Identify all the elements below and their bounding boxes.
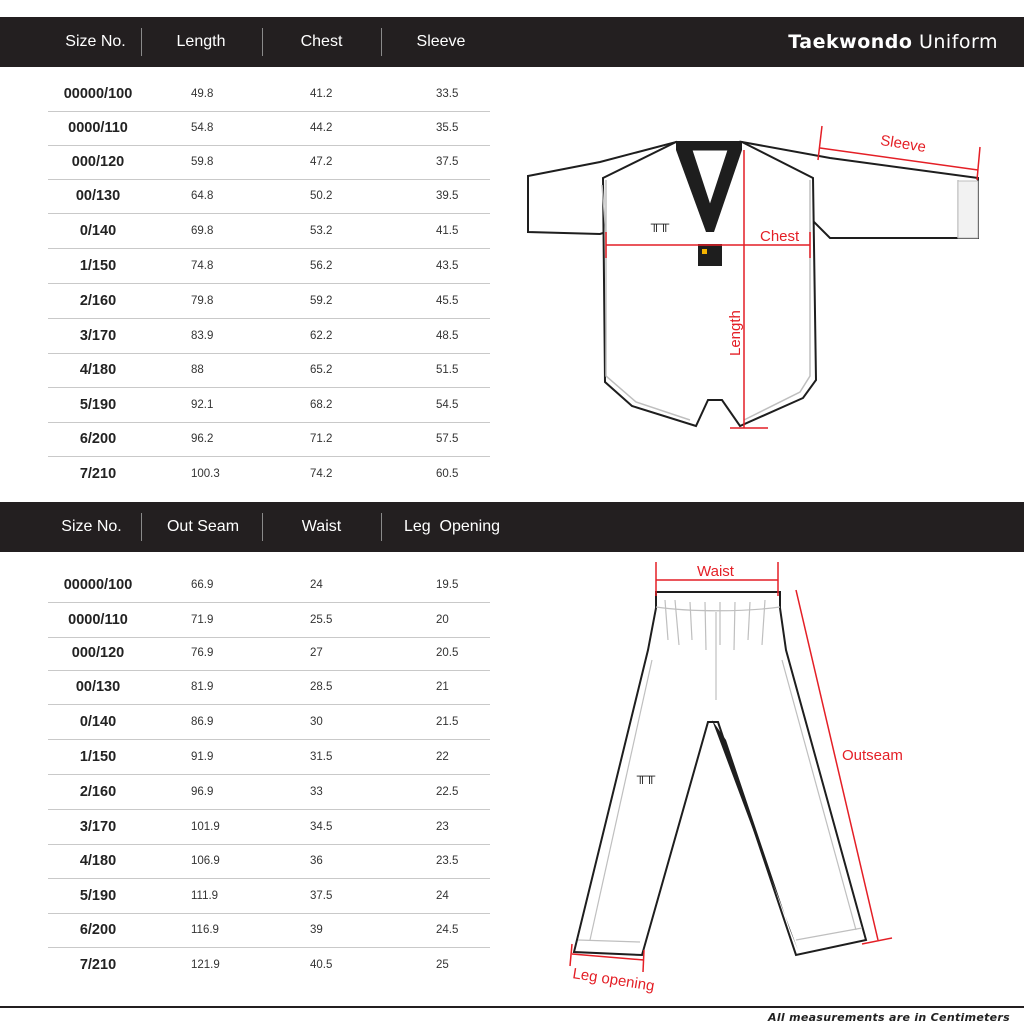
waist-cell: 37.5 (310, 890, 333, 902)
header-leg-opening: Leg Opening (403, 518, 501, 535)
size-cell: 00/130 (75, 188, 121, 204)
out-seam-cell: 81.9 (191, 681, 214, 693)
length-cell: 100.3 (191, 468, 220, 480)
leg-opening-cell: 20.5 (436, 647, 459, 659)
table-row (48, 636, 490, 671)
table-row (48, 77, 490, 112)
chest-cell: 59.2 (310, 295, 333, 307)
header-size-no: Size No. (61, 518, 122, 535)
header-divider (381, 513, 382, 541)
waist-cell: 27 (310, 647, 323, 659)
jacket-logo-icon: ╥╥ (650, 216, 670, 231)
leg-opening-cell: 23 (436, 821, 449, 833)
top-header-bar (0, 17, 1024, 67)
length-cell: 92.1 (191, 399, 214, 411)
header-divider (381, 28, 382, 56)
size-cell: 2/160 (79, 293, 117, 309)
waist-cell: 33 (310, 786, 323, 798)
size-cell: 00/130 (75, 679, 121, 695)
brand-title-normal: Uniform (918, 31, 998, 53)
chest-cell: 44.2 (310, 122, 333, 134)
header-divider (262, 513, 263, 541)
sleeve-cell: 43.5 (436, 260, 459, 272)
leg-opening-cell: 22.5 (436, 786, 459, 798)
pants-body (574, 592, 866, 955)
length-cell: 83.9 (191, 330, 214, 342)
sleeve-cell: 51.5 (436, 364, 459, 376)
leg-opening-label: Leg opening (571, 965, 656, 995)
table-row (48, 568, 490, 603)
chest-label: Chest (760, 228, 800, 245)
table-row (48, 319, 490, 354)
waist-cell: 25.5 (310, 614, 333, 626)
leg-opening-cell: 21 (436, 681, 449, 693)
size-cell: 1/150 (79, 749, 117, 765)
size-cell: 000/120 (71, 645, 125, 661)
size-cell: 0/140 (79, 223, 117, 239)
brand-title-bold: Taekwondo (788, 31, 913, 53)
size-cell: 6/200 (79, 922, 117, 938)
size-cell: 0/140 (79, 714, 117, 730)
leg-opening-cell: 24.5 (436, 924, 459, 936)
waist-cell: 36 (310, 855, 323, 867)
out-seam-cell: 86.9 (191, 716, 214, 728)
size-cell: 7/210 (79, 957, 117, 973)
size-cell: 4/180 (79, 362, 117, 378)
out-seam-cell: 91.9 (191, 751, 214, 763)
sleeve-cell: 41.5 (436, 225, 459, 237)
out-seam-cell: 111.9 (191, 890, 219, 902)
sleeve-label: Sleeve (879, 131, 928, 156)
length-label: Length (727, 310, 744, 356)
collar-brand-icon: ᴵᴵ (708, 155, 712, 164)
sleeve-cell: 37.5 (436, 156, 459, 168)
size-cell: 3/170 (79, 328, 117, 344)
leg-opening-cell: 24 (436, 890, 449, 902)
out-seam-cell: 96.9 (191, 786, 214, 798)
table-row (48, 214, 490, 249)
footer-divider (0, 1006, 1024, 1008)
leg-opening-cell: 25 (436, 959, 449, 971)
sleeve-cell: 54.5 (436, 399, 459, 411)
length-cell: 54.8 (191, 122, 214, 134)
waist-cell: 40.5 (310, 959, 333, 971)
header-sleeve: Sleeve (416, 33, 466, 50)
waist-label: Waist (697, 563, 734, 580)
table-row (48, 913, 490, 948)
size-cell: 3/170 (79, 819, 117, 835)
sleeve-cell: 45.5 (436, 295, 459, 307)
table-row (48, 810, 490, 845)
chest-cell: 62.2 (310, 330, 333, 342)
chest-cell: 50.2 (310, 190, 333, 202)
header-divider (141, 513, 142, 541)
length-cell: 79.8 (191, 295, 214, 307)
collar-label (698, 244, 722, 266)
size-cell: 1/150 (79, 258, 117, 274)
size-cell: 0000/110 (68, 120, 128, 136)
chest-cell: 65.2 (310, 364, 333, 376)
out-seam-cell: 76.9 (191, 647, 214, 659)
length-cell: 59.8 (191, 156, 214, 168)
leg-opening-cell: 23.5 (436, 855, 459, 867)
table-row (48, 844, 490, 879)
size-cell: 0000/110 (68, 612, 128, 628)
header-divider (141, 28, 142, 56)
chest-cell: 56.2 (310, 260, 333, 272)
waist-cell: 39 (310, 924, 323, 936)
table-row (48, 249, 490, 284)
size-cell: 5/190 (79, 888, 117, 904)
outseam-label: Outseam (842, 747, 903, 764)
leg-opening-tick-left (570, 944, 572, 966)
leg-opening-tick-right (643, 950, 644, 972)
table-row (48, 179, 490, 214)
header-chest: Chest (300, 33, 343, 50)
length-cell: 88 (191, 364, 204, 376)
table-row (48, 879, 490, 914)
size-cell: 00000/100 (63, 577, 133, 593)
leg-opening-cell: 21.5 (436, 716, 459, 728)
chest-cell: 47.2 (310, 156, 333, 168)
out-seam-cell: 106.9 (191, 855, 220, 867)
table-row (48, 284, 490, 319)
length-cell: 64.8 (191, 190, 214, 202)
out-seam-cell: 71.9 (191, 614, 214, 626)
chest-cell: 74.2 (310, 468, 333, 480)
footer-note: All measurements are in Centimeters (768, 1011, 1010, 1024)
out-seam-cell: 101.9 (191, 821, 220, 833)
table-row (48, 775, 490, 810)
sleeve-cuff (958, 181, 978, 238)
leg-opening-cell: 19.5 (436, 579, 459, 591)
table-row (48, 111, 490, 146)
chest-cell: 71.2 (310, 433, 333, 445)
size-cell: 4/180 (79, 853, 117, 869)
pants-illustration (555, 560, 915, 1000)
waist-cell: 30 (310, 716, 323, 728)
sleeve-cell: 57.5 (436, 433, 459, 445)
size-cell: 5/190 (79, 397, 117, 413)
out-seam-cell: 116.9 (191, 924, 219, 936)
leg-opening-cell: 20 (436, 614, 449, 626)
waist-cell: 24 (310, 579, 323, 591)
header-waist: Waist (301, 518, 342, 535)
leg-opening-cell: 22 (436, 751, 449, 763)
pants-logo-icon: ╥╥ (636, 768, 656, 783)
sleeve-measure-tick-left (818, 126, 822, 160)
waist-cell: 31.5 (310, 751, 333, 763)
waist-cell: 34.5 (310, 821, 333, 833)
chest-cell: 53.2 (310, 225, 333, 237)
length-cell: 69.8 (191, 225, 214, 237)
size-cell: 2/160 (79, 784, 117, 800)
sleeve-measure-tick-right (977, 147, 980, 180)
table-row (48, 740, 490, 775)
size-cell: 7/210 (79, 466, 117, 482)
table-row (48, 145, 490, 180)
length-cell: 74.8 (191, 260, 214, 272)
header-out-seam: Out Seam (166, 518, 240, 535)
table-row (48, 948, 490, 982)
out-seam-cell: 121.9 (191, 959, 220, 971)
length-cell: 49.8 (191, 88, 214, 100)
out-seam-cell: 66.9 (191, 579, 214, 591)
table-row (48, 457, 490, 491)
table-row (48, 705, 490, 740)
brand-title (788, 17, 998, 67)
table-row (48, 388, 490, 423)
header-divider (262, 28, 263, 56)
header-size-no: Size No. (65, 33, 126, 50)
length-cell: 96.2 (191, 433, 214, 445)
table-row (48, 353, 490, 388)
jacket-illustration (520, 115, 990, 440)
header-length: Length (176, 33, 226, 50)
table-row (48, 422, 490, 457)
table-row (48, 603, 490, 638)
sleeve-cell: 33.5 (436, 88, 459, 100)
sleeve-cell: 35.5 (436, 122, 459, 134)
size-cell: 000/120 (71, 154, 125, 170)
sleeve-cell: 60.5 (436, 468, 459, 480)
chest-cell: 41.2 (310, 88, 333, 100)
collar-label-mark (702, 249, 707, 254)
sleeve-cell: 39.5 (436, 190, 459, 202)
size-cell: 00000/100 (63, 86, 133, 102)
table-row (48, 670, 490, 705)
chest-cell: 68.2 (310, 399, 333, 411)
size-cell: 6/200 (79, 431, 117, 447)
jacket-body (528, 142, 978, 426)
waist-cell: 28.5 (310, 681, 333, 693)
bottom-header-bar (0, 502, 1024, 552)
sleeve-cell: 48.5 (436, 330, 459, 342)
